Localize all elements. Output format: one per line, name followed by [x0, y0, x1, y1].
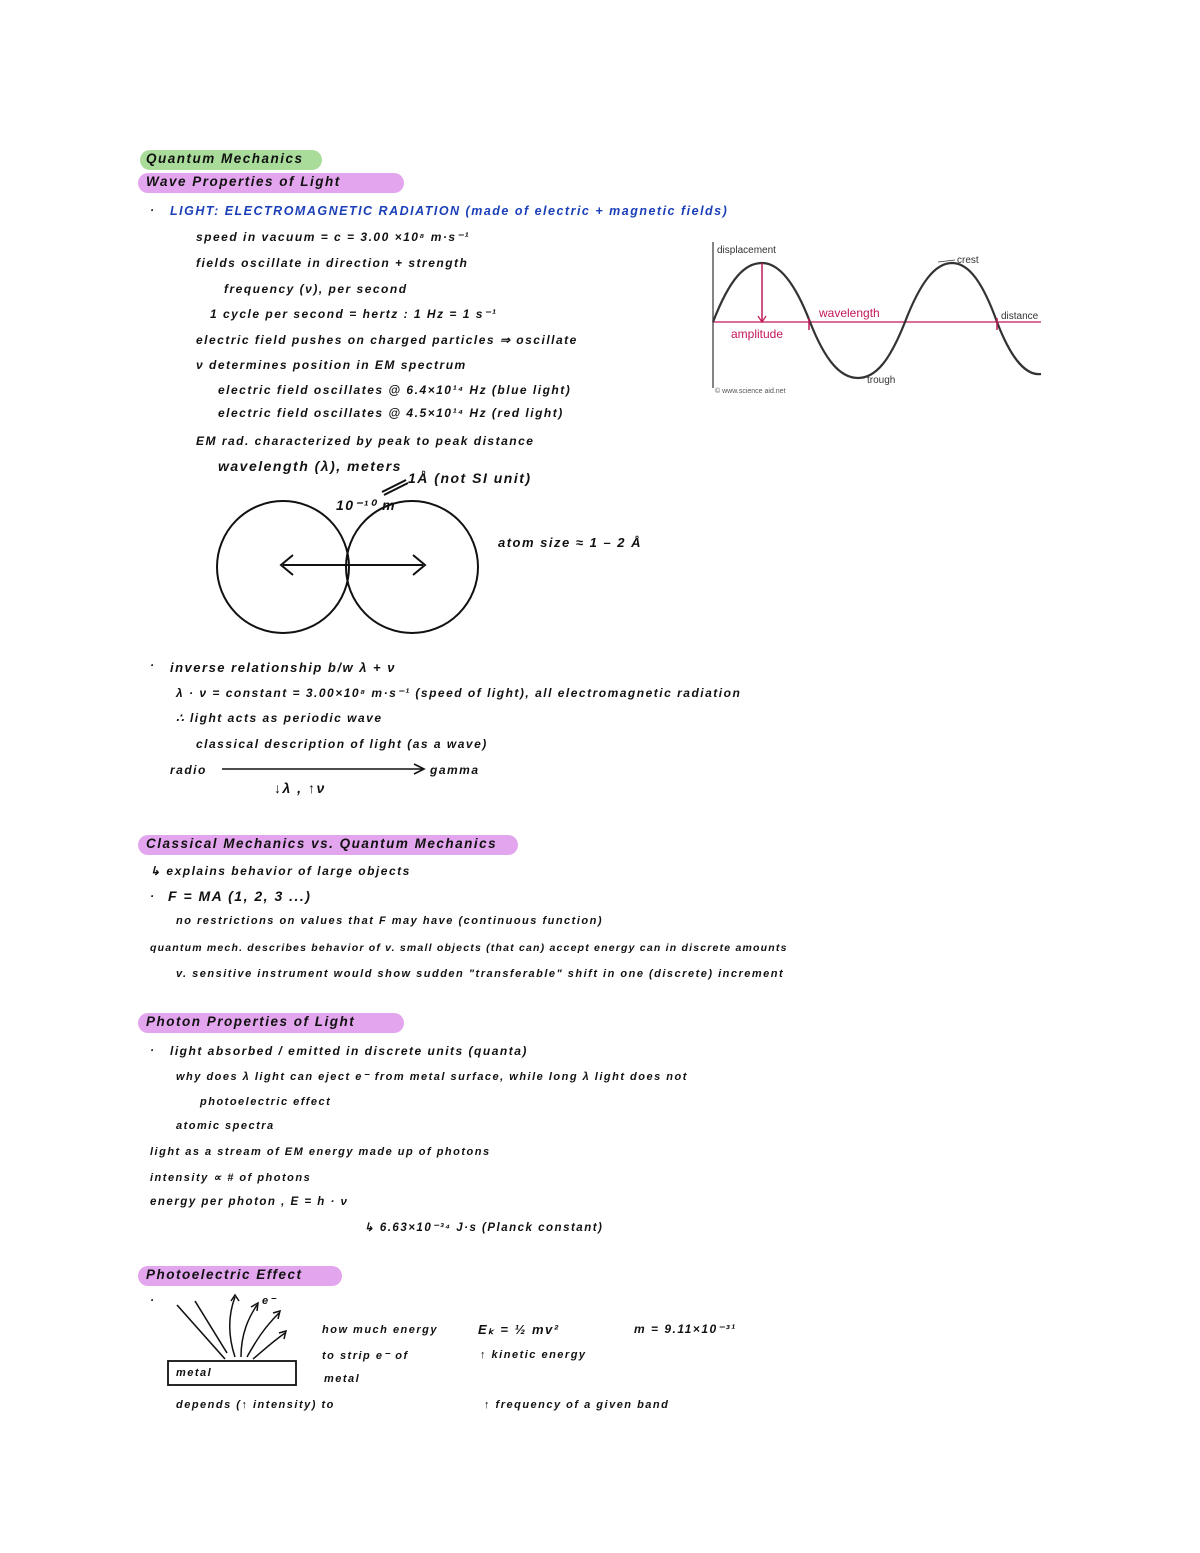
- spectrum-note: ν determines position in EM spectrum: [196, 358, 467, 372]
- wavelength-label: wavelength: [819, 306, 880, 320]
- peak-distance-note: EM rad. characterized by peak to peak distance: [196, 434, 535, 448]
- instrument-note: v. sensitive instrument would show sudden "transferable" shift in one (discrete) increment: [176, 968, 785, 980]
- red-light-note: electric field oscillates @ 4.5×10¹⁴ Hz (red light): [218, 406, 564, 420]
- section-title-photoelectric: Photoelectric Effect: [146, 1267, 303, 1282]
- amplitude-label: amplitude: [731, 327, 784, 341]
- frequency-band-note: ↑ frequency of a given band: [484, 1399, 670, 1411]
- bullet-dot: ·: [150, 203, 156, 217]
- metal-label: metal: [176, 1367, 213, 1379]
- x-axis-label: distance: [1001, 311, 1039, 322]
- newton-law: F = MA (1, 2, 3 ...): [168, 888, 312, 904]
- electron-mass: m = 9.11×10⁻³¹: [634, 1322, 737, 1336]
- atom-circle-right: [346, 501, 478, 633]
- kinetic-formula: Eₖ = ½ mv²: [478, 1322, 560, 1337]
- quantum-note: quantum mech. describes behavior of v. small objects (that can) accept energy can in discrete amounts: [150, 942, 788, 954]
- classical-desc-note: classical description of light (as a wave): [196, 737, 488, 751]
- constant-note: λ · ν = constant = 3.00×10⁸ m·s⁻¹ (speed of light), all electromagnetic radiation: [176, 686, 742, 700]
- strip-note: to strip e⁻ of: [322, 1350, 409, 1362]
- energy-note: energy per photon , E = h · ν: [150, 1196, 349, 1208]
- section-title-classical: Classical Mechanics vs. Quantum Mechanics: [146, 836, 498, 851]
- bullet-dot: ·: [150, 889, 156, 903]
- crest-label: crest: [957, 255, 979, 266]
- frequency-note: frequency (ν), per second: [224, 282, 408, 296]
- bullet-dot: ·: [150, 658, 156, 672]
- intensity-note: intensity ∝ # of photons: [150, 1172, 312, 1184]
- classical-explains: ↳ explains behavior of large objects: [150, 864, 411, 878]
- angstrom-equals-mark: [380, 476, 410, 496]
- how-much-note: how much energy: [322, 1324, 439, 1336]
- trough-label: trough: [867, 375, 896, 386]
- atom-size-note: atom size ≈ 1 – 2 Å: [498, 535, 643, 550]
- y-axis-label: displacement: [717, 245, 776, 256]
- gamma-label: gamma: [430, 763, 480, 777]
- radio-label: radio: [170, 763, 207, 777]
- hertz-note: 1 cycle per second = hertz : 1 Hz = 1 s⁻¹: [210, 307, 498, 321]
- eject-note: why does λ light can eject e⁻ from metal surface, while long λ light does not: [176, 1071, 688, 1083]
- photoelectric-sub: photoelectric effect: [200, 1096, 332, 1108]
- planck-note: ↳ 6.63×10⁻³⁴ J·s (Planck constant): [364, 1222, 604, 1234]
- section-title-qm: Quantum Mechanics: [146, 151, 304, 166]
- bullet-dot: ·: [150, 1043, 156, 1057]
- depends-note: depends (↑ intensity) to: [176, 1399, 335, 1411]
- no-restrictions-note: no restrictions on values that F may have (continuous function): [176, 915, 603, 927]
- bullet-dot: ·: [150, 1293, 156, 1307]
- metal-note: metal: [324, 1373, 361, 1385]
- atomic-spectra-note: atomic spectra: [176, 1120, 275, 1132]
- light-definition: LIGHT: ELECTROMAGNETIC RADIATION (made of electric + magnetic fields): [170, 204, 729, 218]
- blue-light-note: electric field oscillates @ 6.4×10¹⁴ Hz (blue light): [218, 383, 572, 397]
- wavelength-note: wavelength (λ), meters: [218, 458, 402, 474]
- periodic-note: ∴ light acts as periodic wave: [176, 711, 383, 725]
- kinetic-sub: ↑ kinetic energy: [480, 1349, 587, 1361]
- stream-note: light as a stream of EM energy made up of photons: [150, 1146, 491, 1158]
- quanta-note: light absorbed / emitted in discrete units (quanta): [170, 1044, 528, 1058]
- arrow-subnote: ↓λ , ↑ν: [274, 780, 326, 796]
- atom-size-diagram: [215, 495, 485, 640]
- electric-push-note: electric field pushes on charged particles ⇒ oscillate: [196, 333, 578, 347]
- angstrom-note: 1Å (not SI unit): [408, 470, 532, 486]
- fields-note: fields oscillate in direction + strength: [196, 256, 469, 270]
- section-title-wave: Wave Properties of Light: [146, 174, 341, 189]
- credit-label: © www.science aid.net: [715, 388, 786, 395]
- electron-label: e⁻: [262, 1295, 277, 1307]
- ten-meters-note: 10⁻¹⁰ m: [336, 497, 397, 513]
- section-title-photon: Photon Properties of Light: [146, 1014, 356, 1029]
- inverse-note: inverse relationship b/w λ + ν: [170, 660, 396, 675]
- wave-diagram: [705, 238, 1050, 398]
- spectrum-arrow: [220, 762, 430, 776]
- speed-note: speed in vacuum = c = 3.00 ×10⁸ m·s⁻¹: [196, 230, 470, 244]
